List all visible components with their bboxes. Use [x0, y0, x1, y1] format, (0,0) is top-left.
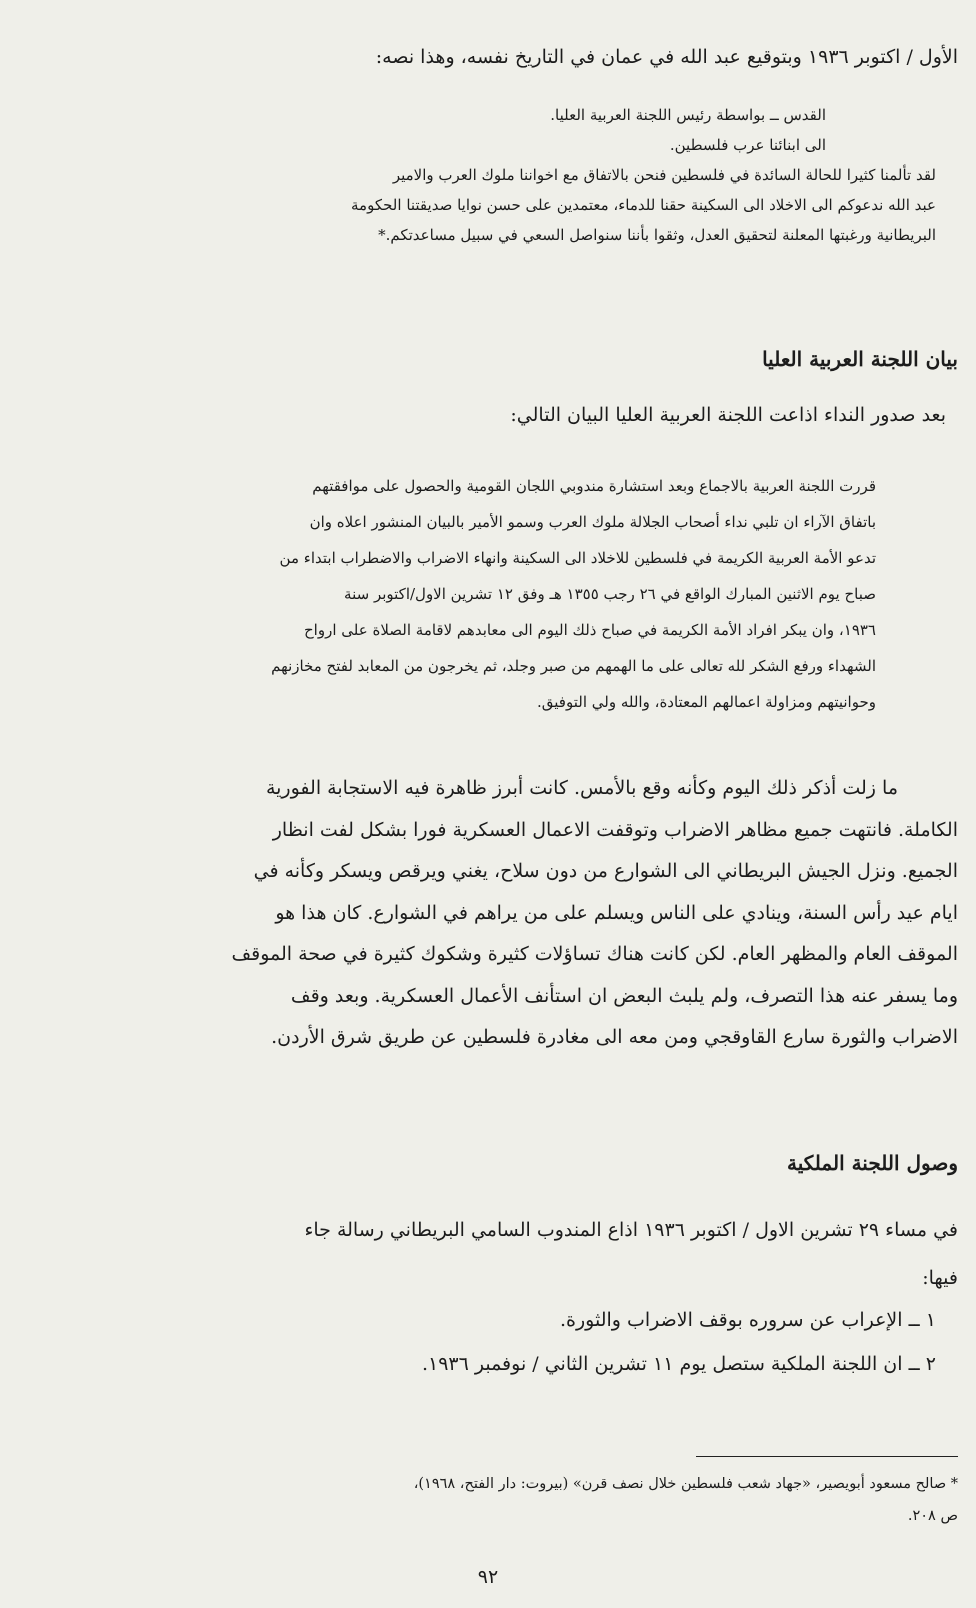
intro-line: الأول / اكتوبر ١٩٣٦ وبتوقيع عبد الله في عمان في التاريخ نفسه، وهذا نصه:: [375, 46, 958, 68]
footnote-divider: [696, 1456, 958, 1457]
item-number: ٢ ــ: [908, 1353, 936, 1375]
royal-intro-line-2: فيها:: [922, 1267, 958, 1289]
footnote-line-1: * صالح مسعود أبويصير، «جهاد شعب فلسطين خلال نصف قرن» (بيروت: دار الفتح، ١٩٦٨)،: [413, 1476, 958, 1492]
section-heading-higher-committee: بيان اللجنة العربية العليا: [762, 347, 958, 371]
footnote-line-2: ص ٢٠٨.: [907, 1508, 958, 1524]
royal-commission-intro: [28, 1206, 958, 1302]
item-text: ان اللجنة الملكية ستصل يوم ١١ تشرين الثاني / نوفمبر ١٩٣٦.: [421, 1353, 903, 1375]
appeal-body-3: البريطانية ورغبتها المعلنة لتحقيق العدل، وثقوا بأننا سنواصل السعي في سبيل مساعدتكم.*: [378, 226, 936, 244]
section-heading-royal-commission: وصول اللجنة الملكية: [786, 1151, 958, 1175]
statement-line-5: ١٩٣٦، وان يبكر افراد الأمة الكريمة في صباح ذلك اليوم الى معابدهم لاقامة الصلاة على ارواح: [304, 621, 876, 639]
statement-intro: بعد صدور النداء اذاعت اللجنة العربية العليا البيان التالي:: [510, 404, 946, 426]
statement-line-6: الشهداء ورفع الشكر لله تعالى على ما الهمهم من صبر وجلد، ثم يخرجون من المعابد لفتح مخازنهم: [271, 657, 876, 675]
committee-statement: [76, 468, 876, 720]
statement-line-7: وحوانيتهم ومزاولة اعمالهم المعتادة، والله ولي التوفيق.: [537, 693, 876, 711]
appeal-body-2: عبد الله ندعوكم الى الاخلاد الى السكينة حقنا للدماء، معتمدين على حسن نوايا صديقتنا الحكومة: [351, 196, 936, 214]
narrative-line-3: الجميع. ونزل الجيش البريطاني الى الشوارع من دون سلاح، يغني ويرقص ويسكر وكأنه في: [253, 860, 958, 882]
statement-line-3: تدعو الأمة العربية الكريمة في فلسطين للاخلاد الى السكينة وانهاء الاضراب والاضطراب ابتداء من: [279, 549, 876, 567]
statement-line-2: باتفاق الآراء ان تلبي نداء أصحاب الجلالة ملوك العرب وسمو الأمير بالبيان المنشور اعلاه وان: [309, 513, 876, 531]
item-number: ١ ــ: [908, 1309, 936, 1331]
royal-intro-line-1: في مساء ٢٩ تشرين الاول / اكتوبر ١٩٣٦ اذاع المندوب السامي البريطاني رسالة جاء: [304, 1219, 958, 1241]
appeal-address-1: القدس ــ بواسطة رئيس اللجنة العربية العليا.: [550, 106, 826, 124]
narrative-paragraph: [28, 768, 958, 1059]
message-item-1: [36, 1298, 936, 1342]
appeal-body-1: لقد تألمنا كثيرا للحالة السائدة في فلسطين فنحن بالاتفاق مع اخواننا ملوك العرب والامير: [392, 166, 936, 184]
appeal-address-2: الى ابنائنا عرب فلسطين.: [669, 136, 826, 154]
narrative-line-6: وما يسفر عنه هذا التصرف، ولم يلبث البعض ان استأنف الأعمال العسكرية. وبعد وقف: [290, 984, 958, 1007]
statement-line-1: قررت اللجنة العربية بالاجماع وبعد استشارة مندوبي اللجان القومية والحصول على موافقتهم: [312, 477, 876, 495]
message-item-2: [36, 1342, 936, 1386]
statement-line-4: صباح يوم الاثنين المبارك الواقع في ٢٦ رجب ١٣٥٥ هـ وفق ١٢ تشرين الاول/اكتوبر سنة: [344, 585, 876, 603]
narrative-line-2: الكاملة. فانتهت جميع مظاهر الاضراب وتوقفت الاعمال العسكرية فورا بشكل لفت انظار: [272, 818, 958, 841]
appeal-block: [26, 100, 936, 250]
item-text: الإعراب عن سروره بوقف الاضراب والثورة.: [560, 1309, 903, 1331]
narrative-line-4: ايام عيد رأس السنة، وينادي على الناس ويسلم على من يراهم في الشوارع. كان هذا هو: [275, 901, 958, 924]
narrative-line-7: الاضراب والثورة سارع القاوقجي ومن معه الى مغادرة فلسطين عن طريق شرق الأردن.: [271, 1026, 958, 1048]
narrative-line-1: ما زلت أذكر ذلك اليوم وكأنه وقع بالأمس. كانت أبرز ظاهرة فيه الاستجابة الفورية: [265, 777, 898, 799]
footnote: [28, 1468, 958, 1532]
narrative-line-5: الموقف العام والمظهر العام. لكن كانت هناك تساؤلات كثيرة وشكوك كثيرة في صحة الموقف: [231, 943, 958, 965]
message-items: [36, 1298, 936, 1386]
page-number: ٩٢: [477, 1566, 499, 1588]
